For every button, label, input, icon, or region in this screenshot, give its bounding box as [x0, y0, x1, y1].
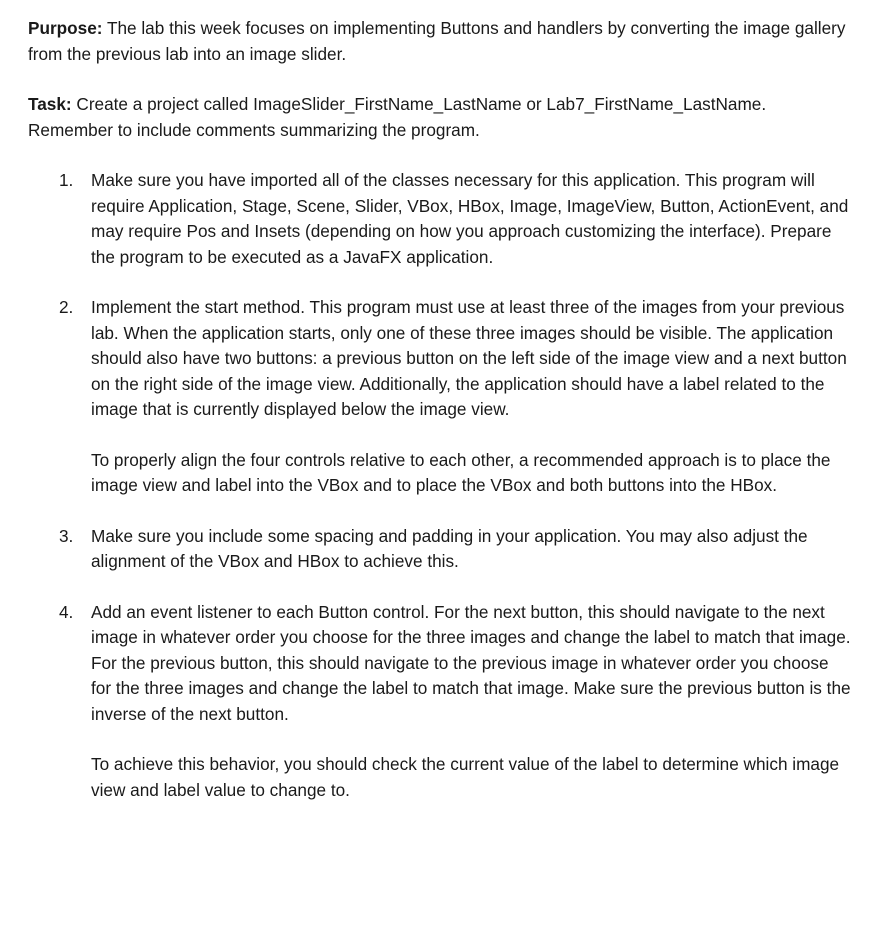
step-text: Add an event listener to each Button control. For the next button, this should navigate to the next image in whatever order you choose for the three images and change the label to match that image. For the previous button, this should navigate to the previous image in whatever order you choose for the three images and change the label to match that image. Make sure the previous button is the inverse of the next button. — [91, 601, 851, 724]
step-note: To achieve this behavior, you should check the current value of the label to determine which image view and label value to change to. — [91, 754, 840, 800]
task-text: Create a project called ImageSlider_FirstName_LastName or Lab7_FirstName_LastName. Remember to include comments summarizing the program. — [28, 94, 767, 140]
step-text: Make sure you include some spacing and padding in your application. You may also adjust the alignment of the VBox and HBox to achieve this. — [91, 525, 808, 571]
purpose-label: Purpose: — [28, 18, 103, 38]
list-item — [28, 295, 853, 499]
steps-list — [28, 168, 853, 803]
step-number: 3. — [59, 525, 74, 546]
step-number: 4. — [59, 601, 74, 622]
list-item — [28, 600, 853, 804]
step-number: 2. — [59, 297, 74, 317]
task-label: Task: — [28, 94, 72, 114]
purpose-text: The lab this week focuses on implementing Buttons and handlers by converting the image gallery from the previous lab into an image slider. — [28, 18, 846, 64]
step-text: Implement the start method. This program must use at least three of the images from your previous lab. When the application starts, only one of these three images should be visible. The application should also have two buttons: a previous button on the left side of the image view and a next button on the right side of the image view. Additionally, the application should have a label related to the image that is currently displayed below the image view. — [91, 297, 847, 419]
task-paragraph — [28, 92, 853, 143]
step-number: 1. — [59, 170, 74, 190]
list-item — [28, 168, 853, 270]
purpose-paragraph — [28, 16, 853, 67]
list-item — [28, 524, 853, 575]
step-note: To properly align the four controls relative to each other, a recommended approach is to place the image view and label into the VBox and to place the VBox and both buttons into the HBox. — [91, 449, 831, 495]
step-text: Make sure you have imported all of the classes necessary for this application. This program will require Application, Stage, Scene, Slider, VBox, HBox, Image, ImageView, Button, ActionEvent, and may require Pos and Insets (depending on how you approach customizing the interface). Prepare the program to be executed as a JavaFX application. — [91, 170, 849, 267]
